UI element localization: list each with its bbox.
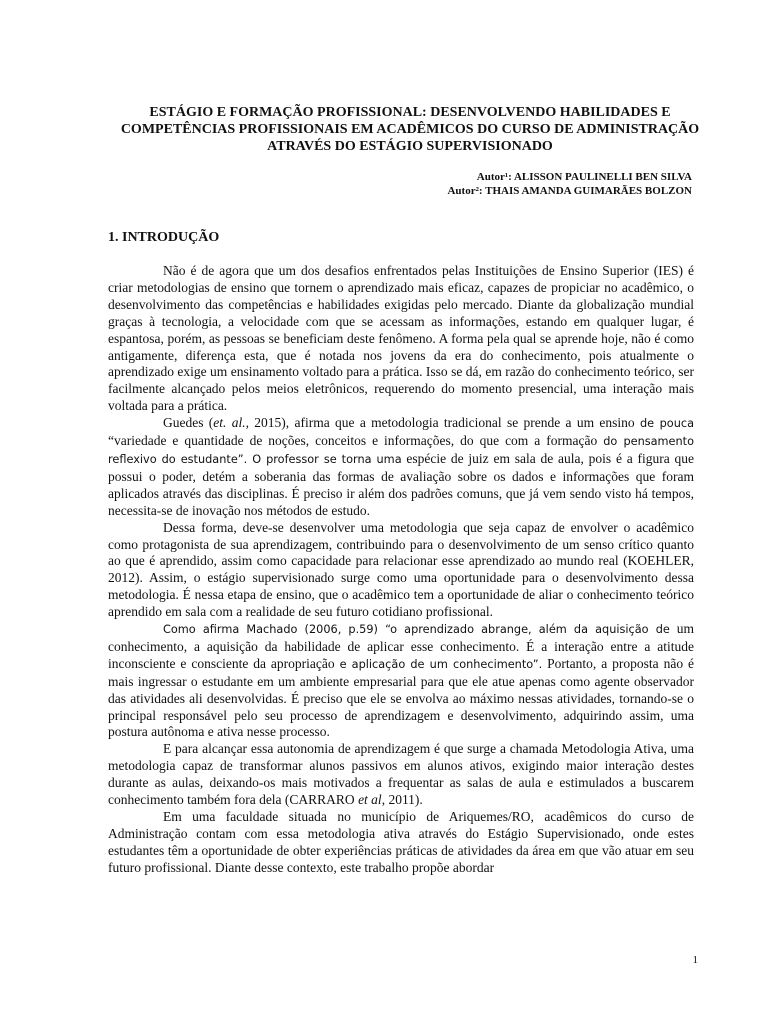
author-list — [447, 170, 692, 198]
paragraph-2-text: espécie de juiz em sala de aula, pois é a figura que possui o poder, detém a soberania das formas de avaliação sobre os dados e informações que foram aplicados através das disciplinas. É preciso ir além dos padrões comuns, que já vem sendo visto há tempos, necessita-se de inovação nos métodos de estudo. — [108, 450, 694, 518]
author-2: Autor²: THAIS AMANDA GUIMARÃES BOLZON — [447, 185, 692, 197]
paragraph-4-text: Portanto, a proposta não é mais ingressar o estudante em um ambiente empresarial para que ele atue apenas como agente observador das atividades ali desenvolvidas. É preciso que ele se envolva ao máximo nessas atividades, tornando-se o principal responsável pelo seu processo de aprendizagem e desenvolvimento, adquirindo assim, uma postura autônoma e ativa nesse processo. — [108, 655, 694, 740]
paragraph-1: Não é de agora que um dos desafios enfrentados pelas Instituições de Ensino Superior (IES) é criar metodologias de ensino que tornem o aprendizado mais eficaz, capazes de propiciar no acadêmico, o desenvolvimento das competências e habilidades exigidas pelo mercado. Diante da globalização mundial graças à tecnologia, a velocidade com que se acessam as informações, estando em qualquer lugar, é espantosa, porém, as pessoas se beneficiam deste fenômeno. A forma pela qual se aprende hoje, não é como antigamente, diferença esta, que é notada nos jovens da era do conhecimento, pois atualmente o aprendizado exige um ensinamento voltado para a prática. Isso se dá, em razão do conhecimento teórico, ser facilmente alcançado pelos meios eletrônicos, requerendo do momento presencial, uma interação mais voltada para a prática. — [108, 263, 694, 414]
paragraph-5 — [108, 741, 694, 809]
citation-italic: et al — [358, 792, 382, 808]
paragraph-2-text: 2015), afirma que a metodologia tradicional se prende a um ensino — [248, 415, 640, 431]
author-1: Autor¹: ALISSON PAULINELLI BEN SILVA — [476, 171, 692, 183]
page-number: 1 — [692, 954, 698, 966]
paragraph-2 — [108, 415, 694, 519]
paper-title: ESTÁGIO E FORMAÇÃO PROFISSIONAL: DESENVOLVENDO HABILIDADES E COMPETÊNCIAS PROFISSIONAIS EM ACADÊMICOS DO CURSO DE ADMINISTRAÇÃO ATRAVÉS DO ESTÁGIO SUPERVISIONADO — [120, 105, 700, 154]
paragraph-5-text: , 2011). — [381, 792, 423, 808]
paragraph-6: Em uma faculdade situada no município de Ariquemes/RO, acadêmicos do curso de Administração contam com essa metodologia ativa através do Estágio Supervisionado, onde estes estudantes têm a oportunidade de obter experiências práticas de atividades da área em que vão atuar em seu futuro profissional. Diante desse contexto, este trabalho propõe abordar — [108, 809, 694, 875]
paragraph-5-text: E para alcançar essa autonomia de aprendizagem é que surge a chamada Metodologia Ativa, uma metodologia capaz de transformar alunos passivos em alunos ativos, exigindo maior interação destes durante as aulas, deixando-os mais motivados a frequentar as salas de aula e estimulados a buscarem conhecimento também fora dela (CARRARO — [108, 741, 694, 808]
paragraph-2-sans-text: do pensamento reflexivo do estudante”. O professor se torna uma — [108, 435, 695, 466]
section-heading: 1. INTRODUÇÃO — [108, 230, 220, 245]
paragraph-4 — [108, 621, 694, 741]
body-text — [108, 263, 694, 877]
paragraph-4-text: um conhecimento, a aquisição da habilidade de aplicar esse conhecimento. É a interação entre a atitude inconsciente e consciente da apropriação — [108, 621, 694, 671]
citation-italic: et. al., — [213, 415, 249, 431]
paragraph-3: Dessa forma, deve-se desenvolver uma metodologia que seja capaz de envolver o acadêmico como protagonista de sua aprendizagem, contribuindo para o desenvolvimento de um senso crítico quanto ao que é aprendido, assim como capacidade para relacionar esse aprendizado ao mundo real (KOEHLER, 2012). Assim, o estágio supervisionado surge como uma oportunidade para o desenvolvimento dessa metodologia. É nessa etapa de ensino, que o acadêmico tem a oportunidade de aliar o conhecimento teórico aprendido em sala com a realidade de seu futuro cotidiano profissional. — [108, 519, 694, 620]
paragraph-2-sans-text: de pouca — [639, 417, 694, 431]
paragraph-4-sans-text: e aplicação de um conhecimento”. — [339, 657, 543, 671]
paragraph-2-text: “variedade e quantidade de noções, conceitos e informações, do que com a formação — [108, 433, 604, 449]
paragraph-4-sans-text: Como afirma Machado (2006, p.59) “o aprendizado abrange, além da aquisição de — [163, 623, 670, 637]
paragraph-2-text: Guedes ( — [163, 415, 214, 431]
